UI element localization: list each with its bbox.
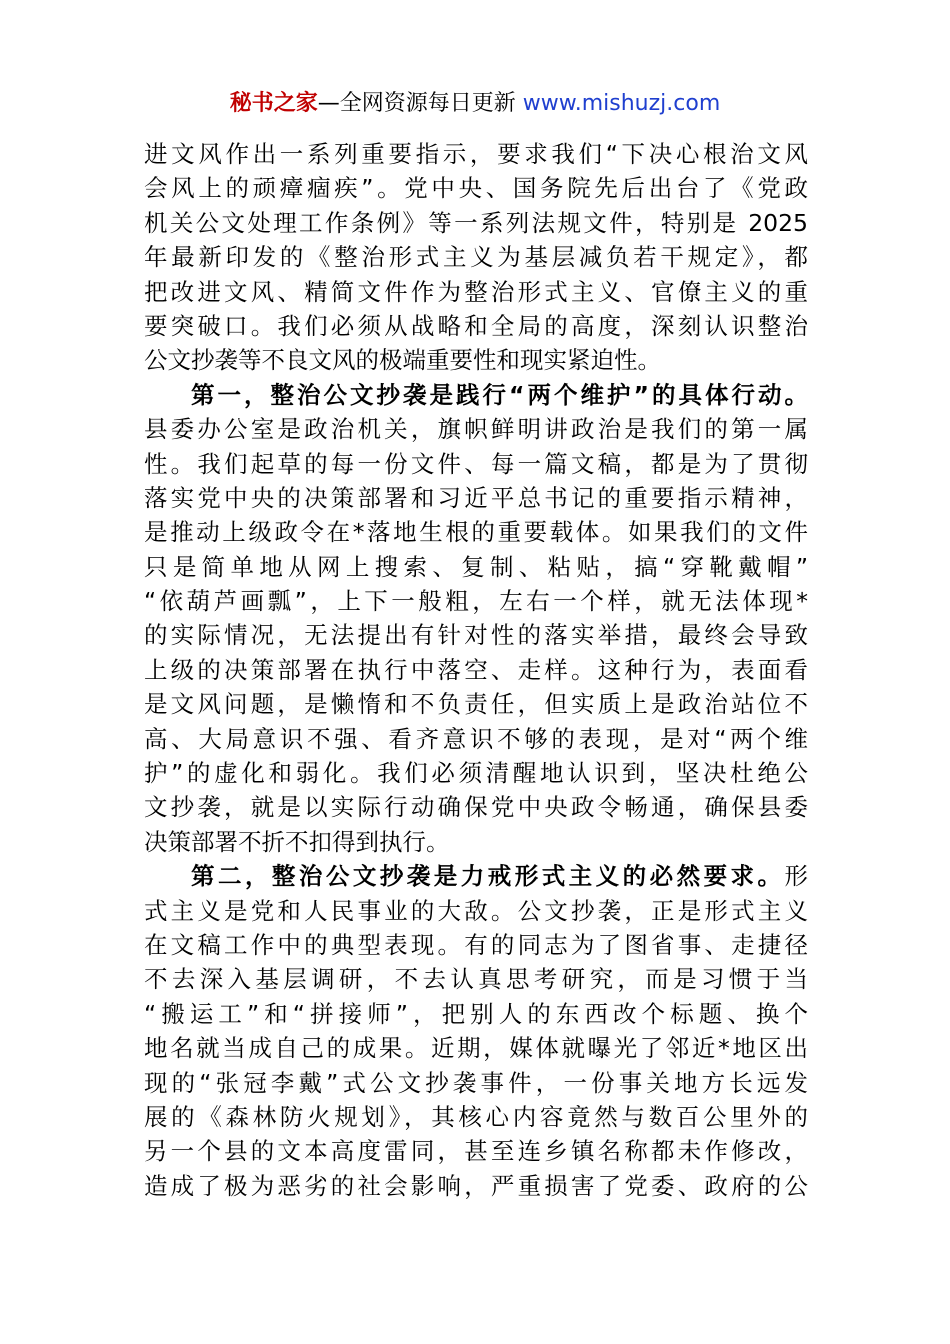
paragraph-line: 造成了极为恶劣的社会影响，严重损害了党委、政府的公 [144,1171,808,1200]
paragraph-line: 只是简单地从网上搜索、复制、粘贴，搞“穿靴戴帽” [144,552,808,581]
document-body [144,137,808,1203]
paragraph-line: 在文稿工作中的典型表现。有的同志为了图省事、走捷径 [144,930,808,959]
paragraph-line: 地名就当成自己的成果。近期，媒体就曝光了邻近*地区出 [144,1034,808,1063]
paragraph-line: 护”的虚化和弱化。我们必须清醒地认识到，坚决杜绝公 [144,759,808,788]
header-url-link[interactable]: www.mishuzj.com [522,91,721,116]
paragraph-line: 不去深入基层调研，不去认真思考研究，而是习惯于当 [144,965,808,994]
page-header [0,88,950,120]
header-tagline: —全网资源每日更新 [317,91,523,116]
paragraph-line: 会风上的顽瘴痼疾”。党中央、国务院先后出台了《党政 [144,174,808,203]
paragraph-line: 决策部署不折不扣得到执行。 [144,827,450,856]
paragraph-line: 公文抄袭等不良文风的极端重要性和现实紧迫性。 [144,346,661,375]
paragraph-line: 进文风作出一系列重要指示，要求我们“下决心根治文风 [144,140,808,168]
paragraph-first-line [144,859,808,893]
paragraph-line: “搬运工”和“拼接师”，把别人的东西改个标题、换个 [144,999,808,1028]
section-heading-second: 第二，整治公文抄袭是力戒形式主义的必然要求。 [191,862,785,891]
paragraph-line: 另一个县的文本高度雷同，甚至连乡镇名称都未作修改， [144,1137,808,1166]
paragraph-line: “依葫芦画瓢”，上下一般粗，左右一个样，就无法体现* [144,587,808,616]
paragraph-line: 落实党中央的决策部署和习近平总书记的重要指示精神， [144,483,808,512]
paragraph-line: 的实际情况，无法提出有针对性的落实举措，最终会导致 [144,621,808,650]
paragraph-3 [144,859,808,1203]
header-brand: 秘书之家 [229,91,318,116]
paragraph-line: 要突破口。我们必须从战略和全局的高度，深刻认识整治 [144,311,808,340]
paragraph-1 [144,137,808,378]
paragraph-text: 形 [784,862,808,891]
paragraph-line: 县委办公室是政治机关，旗帜鲜明讲政治是我们的第一属 [144,415,808,444]
paragraph-line: 现的“张冠李戴”式公文抄袭事件，一份事关地方长远发 [144,1068,808,1097]
paragraph-line: 机关公文处理工作条例》等一系列法规文件，特别是 2025 [144,208,808,237]
paragraph-line: 是文风问题，是懒惰和不负责任，但实质上是政治站位不 [144,690,808,719]
paragraph-line: 性。我们起草的每一份文件、每一篇文稿，都是为了贯彻 [144,449,808,478]
paragraph-line: 年最新印发的《整治形式主义为基层减负若干规定》，都 [144,243,808,272]
paragraph-line: 高、大局意识不强、看齐意识不够的表现，是对“两个维 [144,724,808,753]
paragraph-line: 文抄袭，就是以实际行动确保党中央政令畅通，确保县委 [144,793,808,822]
paragraph-line: 式主义是党和人民事业的大敌。公文抄袭，正是形式主义 [144,896,808,925]
paragraph-line: 上级的决策部署在执行中落空、走样。这种行为，表面看 [144,655,808,684]
paragraph-2 [144,378,808,859]
paragraph-line: 是推动上级政令在*落地生根的重要载体。如果我们的文件 [144,518,808,547]
paragraph-line: 展的《森林防火规划》，其核心内容竟然与数百公里外的 [144,1102,808,1131]
paragraph-line: 把改进文风、精简文件作为整治形式主义、官僚主义的重 [144,277,808,306]
section-heading-first: 第一，整治公文抄袭是践行“两个维护”的具体行动。 [191,380,808,409]
